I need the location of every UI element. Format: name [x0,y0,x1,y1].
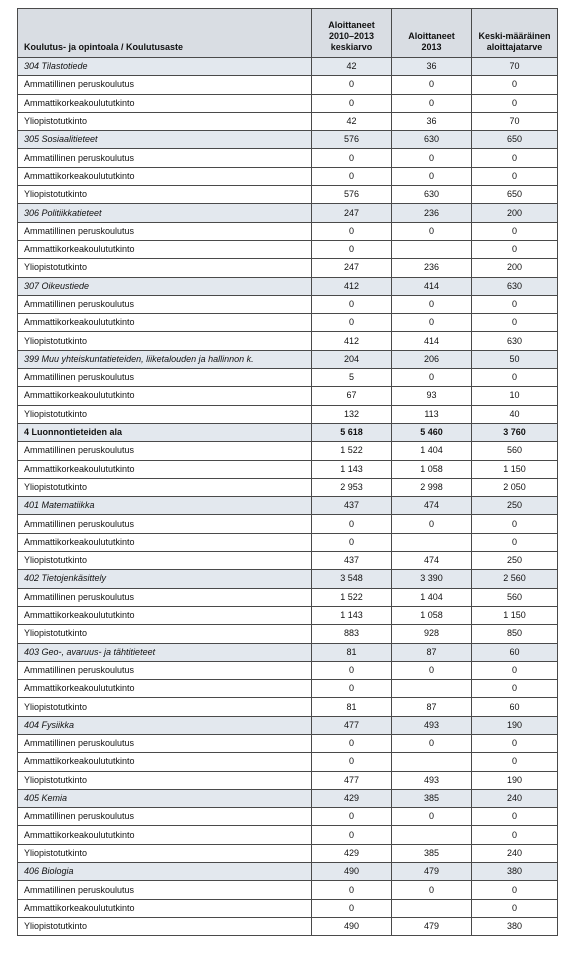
cell-need: 50 [472,350,558,368]
cell-need: 0 [472,515,558,533]
table-row [18,94,558,112]
cell-avg: 42 [312,112,392,130]
table-row [18,698,558,716]
cell-avg: 883 [312,625,392,643]
table-row [18,826,558,844]
cell-label: Ammatillinen peruskoulutus [18,515,312,533]
cell-2013: 414 [392,277,472,295]
header-avg: Aloittaneet 2010–2013 keskiarvo [312,9,392,58]
cell-2013: 493 [392,771,472,789]
cell-label: Yliopistotutkinto [18,698,312,716]
table-row [18,606,558,624]
cell-need: 0 [472,899,558,917]
table-row [18,771,558,789]
cell-2013: 206 [392,350,472,368]
cell-need: 70 [472,112,558,130]
cell-2013: 0 [392,369,472,387]
subcategory-row [18,497,558,515]
cell-2013: 2 998 [392,478,472,496]
table-row [18,552,558,570]
cell-avg: 437 [312,497,392,515]
cell-label: Ammattikorkeakoulututkinto [18,240,312,258]
cell-need: 200 [472,259,558,277]
cell-need: 240 [472,789,558,807]
cell-avg: 1 522 [312,442,392,460]
table-row [18,387,558,405]
table-row [18,588,558,606]
cell-2013: 0 [392,94,472,112]
cell-need: 190 [472,771,558,789]
category-row [18,423,558,441]
cell-need: 0 [472,753,558,771]
cell-2013: 479 [392,863,472,881]
cell-avg: 0 [312,533,392,551]
cell-need: 0 [472,240,558,258]
cell-label: Ammattikorkeakoulututkinto [18,680,312,698]
cell-need: 200 [472,204,558,222]
cell-label: Yliopistotutkinto [18,917,312,935]
cell-need: 250 [472,552,558,570]
table-row [18,442,558,460]
cell-2013: 113 [392,405,472,423]
cell-avg: 576 [312,131,392,149]
subcategory-row [18,863,558,881]
cell-need: 380 [472,917,558,935]
subcategory-row [18,716,558,734]
cell-label: Ammatillinen peruskoulutus [18,734,312,752]
header-need: Keski-määräinen aloittajatarve [472,9,558,58]
cell-label: Yliopistotutkinto [18,332,312,350]
table-row [18,112,558,130]
table-row [18,405,558,423]
cell-need: 1 150 [472,606,558,624]
cell-label: Ammattikorkeakoulututkinto [18,387,312,405]
cell-avg: 0 [312,661,392,679]
cell-avg: 0 [312,240,392,258]
cell-avg: 0 [312,167,392,185]
cell-2013: 385 [392,844,472,862]
cell-2013: 0 [392,76,472,94]
cell-label: Ammattikorkeakoulututkinto [18,899,312,917]
cell-label: 403 Geo-, avaruus- ja tähtitieteet [18,643,312,661]
cell-label: Ammatillinen peruskoulutus [18,661,312,679]
cell-avg: 132 [312,405,392,423]
table-row [18,625,558,643]
cell-need: 0 [472,661,558,679]
cell-need: 40 [472,405,558,423]
cell-need: 0 [472,680,558,698]
table-row [18,186,558,204]
cell-need: 1 150 [472,460,558,478]
cell-2013: 0 [392,295,472,313]
cell-avg: 437 [312,552,392,570]
cell-label: Yliopistotutkinto [18,771,312,789]
cell-2013 [392,753,472,771]
cell-avg: 0 [312,149,392,167]
cell-label: Ammatillinen peruskoulutus [18,149,312,167]
cell-need: 60 [472,643,558,661]
table-row [18,295,558,313]
cell-avg: 81 [312,643,392,661]
cell-label: 4 Luonnontieteiden ala [18,423,312,441]
cell-avg: 2 953 [312,478,392,496]
cell-need: 2 050 [472,478,558,496]
cell-need: 0 [472,881,558,899]
cell-2013: 3 390 [392,570,472,588]
cell-need: 3 760 [472,423,558,441]
cell-avg: 490 [312,917,392,935]
cell-label: Ammattikorkeakoulututkinto [18,533,312,551]
cell-label: Ammatillinen peruskoulutus [18,588,312,606]
cell-avg: 0 [312,734,392,752]
table-row [18,844,558,862]
cell-2013 [392,680,472,698]
subcategory-row [18,58,558,76]
cell-label: Ammattikorkeakoulututkinto [18,753,312,771]
cell-2013: 385 [392,789,472,807]
cell-need: 0 [472,734,558,752]
cell-need: 850 [472,625,558,643]
subcategory-row [18,350,558,368]
cell-label: Ammattikorkeakoulututkinto [18,460,312,478]
cell-label: Yliopistotutkinto [18,405,312,423]
subcategory-row [18,643,558,661]
table-row [18,460,558,478]
cell-2013: 0 [392,314,472,332]
cell-avg: 0 [312,94,392,112]
cell-avg: 429 [312,844,392,862]
cell-2013: 928 [392,625,472,643]
cell-need: 0 [472,369,558,387]
cell-avg: 1 143 [312,606,392,624]
header-2013: Aloittaneet 2013 [392,9,472,58]
cell-need: 190 [472,716,558,734]
subcategory-row [18,277,558,295]
cell-need: 2 560 [472,570,558,588]
cell-label: Ammattikorkeakoulututkinto [18,167,312,185]
cell-avg: 1 143 [312,460,392,478]
cell-avg: 0 [312,76,392,94]
cell-need: 0 [472,167,558,185]
cell-avg: 412 [312,277,392,295]
cell-need: 630 [472,332,558,350]
cell-label: Ammattikorkeakoulututkinto [18,606,312,624]
table-row [18,369,558,387]
cell-2013: 93 [392,387,472,405]
cell-avg: 81 [312,698,392,716]
cell-2013: 1 058 [392,460,472,478]
cell-need: 380 [472,863,558,881]
cell-2013: 630 [392,186,472,204]
header-field: Koulutus- ja opintoala / Koulutusaste [18,9,312,58]
table-row [18,881,558,899]
cell-2013: 0 [392,734,472,752]
cell-avg: 0 [312,680,392,698]
cell-2013: 479 [392,917,472,935]
cell-avg: 42 [312,58,392,76]
cell-label: Ammatillinen peruskoulutus [18,222,312,240]
table-row [18,314,558,332]
table-header-row [18,9,558,58]
cell-label: 399 Muu yhteiskuntatieteiden, liiketalouden ja hallinnon k. [18,350,312,368]
cell-avg: 0 [312,222,392,240]
cell-need: 0 [472,76,558,94]
cell-2013: 0 [392,881,472,899]
table-row [18,899,558,917]
cell-avg: 0 [312,808,392,826]
cell-label: 405 Kemia [18,789,312,807]
table-row [18,332,558,350]
cell-label: Yliopistotutkinto [18,625,312,643]
statistics-table-container [17,8,557,936]
cell-label: Yliopistotutkinto [18,259,312,277]
cell-avg: 576 [312,186,392,204]
cell-avg: 0 [312,295,392,313]
cell-avg: 0 [312,881,392,899]
cell-need: 0 [472,295,558,313]
table-row [18,76,558,94]
cell-2013: 36 [392,58,472,76]
cell-avg: 5 618 [312,423,392,441]
cell-label: 305 Sosiaalitieteet [18,131,312,149]
cell-2013: 0 [392,515,472,533]
table-row [18,661,558,679]
cell-2013 [392,533,472,551]
cell-2013: 0 [392,167,472,185]
cell-label: 307 Oikeustiede [18,277,312,295]
cell-need: 70 [472,58,558,76]
cell-avg: 0 [312,826,392,844]
table-row [18,734,558,752]
subcategory-row [18,204,558,222]
cell-2013: 236 [392,259,472,277]
cell-2013: 87 [392,643,472,661]
table-row [18,149,558,167]
cell-2013: 1 404 [392,442,472,460]
cell-avg: 204 [312,350,392,368]
cell-2013: 0 [392,222,472,240]
cell-label: Yliopistotutkinto [18,844,312,862]
table-row [18,240,558,258]
subcategory-row [18,570,558,588]
cell-need: 0 [472,314,558,332]
table-row [18,478,558,496]
cell-avg: 247 [312,259,392,277]
cell-label: Yliopistotutkinto [18,478,312,496]
cell-avg: 0 [312,314,392,332]
table-row [18,259,558,277]
cell-2013: 493 [392,716,472,734]
cell-label: Ammatillinen peruskoulutus [18,808,312,826]
cell-avg: 247 [312,204,392,222]
cell-2013: 236 [392,204,472,222]
cell-avg: 412 [312,332,392,350]
table-row [18,222,558,240]
cell-avg: 490 [312,863,392,881]
cell-need: 10 [472,387,558,405]
cell-need: 0 [472,808,558,826]
table-row [18,808,558,826]
cell-2013 [392,826,472,844]
cell-label: Ammatillinen peruskoulutus [18,442,312,460]
cell-need: 0 [472,94,558,112]
cell-avg: 3 548 [312,570,392,588]
cell-label: Ammattikorkeakoulututkinto [18,94,312,112]
cell-label: Ammatillinen peruskoulutus [18,881,312,899]
cell-need: 0 [472,222,558,240]
table-row [18,167,558,185]
cell-label: Ammatillinen peruskoulutus [18,76,312,94]
cell-need: 0 [472,826,558,844]
cell-avg: 0 [312,899,392,917]
subcategory-row [18,131,558,149]
subcategory-row [18,789,558,807]
cell-2013: 0 [392,661,472,679]
cell-avg: 1 522 [312,588,392,606]
cell-label: Yliopistotutkinto [18,552,312,570]
cell-need: 560 [472,588,558,606]
cell-need: 650 [472,131,558,149]
cell-avg: 67 [312,387,392,405]
cell-2013: 36 [392,112,472,130]
cell-avg: 477 [312,771,392,789]
statistics-table [17,8,558,936]
cell-label: Yliopistotutkinto [18,112,312,130]
cell-label: Ammatillinen peruskoulutus [18,369,312,387]
table-row [18,753,558,771]
cell-need: 0 [472,533,558,551]
cell-2013: 414 [392,332,472,350]
cell-need: 560 [472,442,558,460]
cell-2013: 0 [392,808,472,826]
cell-avg: 0 [312,515,392,533]
cell-need: 240 [472,844,558,862]
cell-label: 306 Politiikkatieteet [18,204,312,222]
cell-2013: 87 [392,698,472,716]
table-body [18,58,558,936]
table-row [18,917,558,935]
cell-2013: 474 [392,497,472,515]
cell-label: 402 Tietojenkäsittely [18,570,312,588]
table-row [18,533,558,551]
cell-2013: 474 [392,552,472,570]
cell-2013 [392,240,472,258]
cell-2013 [392,899,472,917]
cell-label: Yliopistotutkinto [18,186,312,204]
cell-label: Ammatillinen peruskoulutus [18,295,312,313]
cell-2013: 5 460 [392,423,472,441]
cell-label: Ammattikorkeakoulututkinto [18,826,312,844]
cell-avg: 429 [312,789,392,807]
cell-2013: 630 [392,131,472,149]
cell-2013: 0 [392,149,472,167]
cell-avg: 477 [312,716,392,734]
cell-label: 304 Tilastotiede [18,58,312,76]
cell-label: 401 Matematiikka [18,497,312,515]
cell-need: 60 [472,698,558,716]
cell-2013: 1 404 [392,588,472,606]
table-row [18,680,558,698]
cell-need: 250 [472,497,558,515]
cell-avg: 5 [312,369,392,387]
cell-2013: 1 058 [392,606,472,624]
cell-need: 0 [472,149,558,167]
cell-label: 406 Biologia [18,863,312,881]
table-row [18,515,558,533]
cell-label: 404 Fysiikka [18,716,312,734]
cell-avg: 0 [312,753,392,771]
cell-label: Ammattikorkeakoulututkinto [18,314,312,332]
cell-need: 650 [472,186,558,204]
cell-need: 630 [472,277,558,295]
